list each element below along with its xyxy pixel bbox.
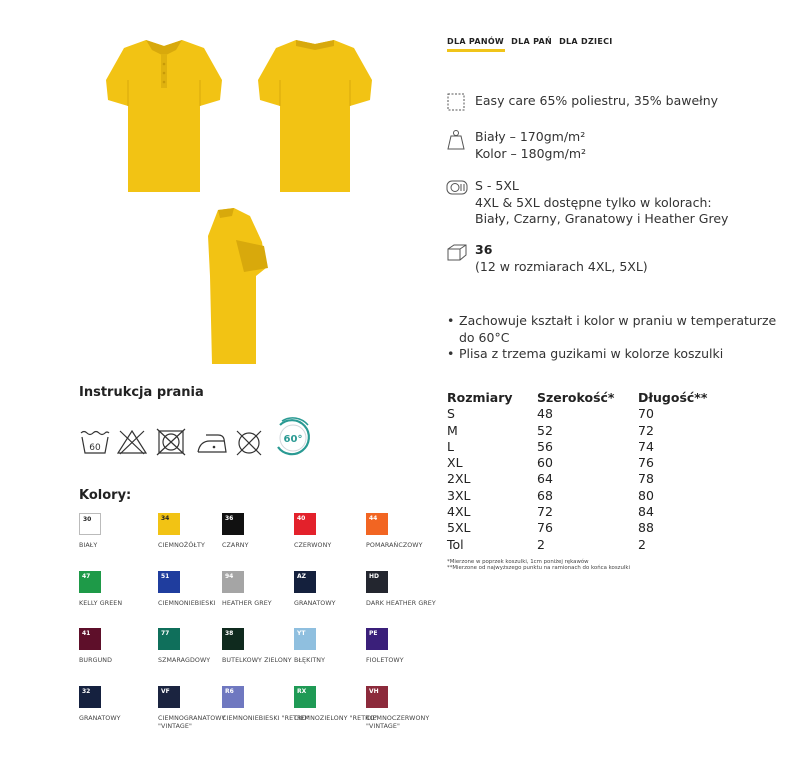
color-swatch[interactable] [222, 513, 244, 535]
color-code: 30 [83, 516, 92, 523]
tab-women[interactable]: DLA PAŃ [511, 37, 552, 46]
size-cell: 4XL [447, 504, 471, 520]
feature-bullets [447, 313, 777, 363]
shirt-side-image [204, 206, 270, 366]
color-code: 51 [161, 573, 170, 580]
active-tab-underline [447, 49, 505, 52]
color-swatch[interactable] [366, 628, 388, 650]
footnote-length: **Mierzone od najwyższego punktu na ramionach do końca koszulki [447, 565, 631, 571]
color-name: CIEMNOŻÓŁTY [158, 542, 205, 549]
color-swatch[interactable] [366, 686, 388, 708]
color-name: BŁĘKITNY [294, 657, 326, 664]
color-code: 94 [225, 573, 234, 580]
color-name: DARK HEATHER GREY [366, 600, 436, 607]
color-name: KELLY GREEN [79, 600, 123, 607]
header-length: Długość** [638, 390, 708, 405]
no-bleach-icon [116, 429, 148, 455]
width-cell: 52 [537, 422, 553, 438]
color-name: CIEMNOCZERWONY "VINTAGE" [366, 715, 430, 731]
color-swatch-item[interactable] [366, 686, 456, 731]
width-cell: 64 [537, 471, 553, 487]
box-icon [446, 242, 468, 262]
color-name: BURGUND [79, 657, 113, 664]
shirt-front-image [106, 36, 222, 196]
colors-title: Kolory: [79, 488, 132, 503]
color-name: BIAŁY [79, 542, 98, 549]
color-name: GRANATOWY [79, 715, 121, 722]
size-cell: 3XL [447, 487, 471, 503]
color-name: POMARAŃCZOWY [366, 542, 423, 549]
feature-sizes-line-3: Biały, Czarny, Granatowy i Heather Grey [475, 211, 729, 226]
measuring-tape-icon [446, 178, 468, 198]
color-swatch[interactable] [294, 628, 316, 650]
length-cell: 76 [638, 455, 654, 471]
width-cell: 76 [537, 520, 553, 536]
length-cell: 80 [638, 487, 654, 503]
size-cell: XL [447, 455, 463, 471]
width-cell: 48 [537, 406, 553, 422]
color-swatch[interactable] [79, 571, 101, 593]
color-code: 34 [161, 515, 170, 522]
length-cell: 70 [638, 406, 654, 422]
length-cell: 84 [638, 504, 654, 520]
length-cell: 74 [638, 438, 654, 454]
feature-pack-quantity: 36 [475, 242, 493, 257]
color-name: GRANATOWY [294, 600, 336, 607]
header-sizes: Rozmiary [447, 390, 513, 405]
size-cell: S [447, 406, 455, 422]
wash-instructions-title: Instrukcja prania [79, 385, 204, 400]
color-code: 36 [225, 515, 234, 522]
footnote-width: *Mierzone w poprzek koszulki, 1cm poniżej rękawów [447, 559, 589, 565]
color-code: VF [161, 688, 170, 695]
fabric-icon [446, 92, 466, 112]
wash-60-icon [80, 429, 110, 455]
feature-sizes-line-1: S - 5XL [475, 178, 519, 193]
length-cell: 72 [638, 422, 654, 438]
color-name: CZERWONY [294, 542, 332, 549]
color-name: FIOLETOWY [366, 657, 404, 664]
shirt-back-image [258, 36, 372, 196]
color-code: AZ [297, 573, 306, 580]
color-swatch[interactable] [79, 513, 101, 535]
feature-weight-line-1: Biały – 170gm/m² [475, 129, 586, 144]
width-cell: 56 [537, 438, 553, 454]
size-cell: 2XL [447, 471, 471, 487]
feature-weight [446, 129, 586, 162]
color-swatch[interactable] [222, 628, 244, 650]
weight-icon [446, 129, 466, 151]
bullet-item: • Plisa z trzema guzikami w kolorze koszulki [447, 346, 777, 363]
color-swatch[interactable] [294, 513, 316, 535]
color-code: YT [297, 630, 306, 637]
color-name: SZMARAGDOWY [158, 657, 211, 664]
header-width: Szerokość* [537, 390, 615, 405]
width-cell: 2 [537, 536, 545, 552]
color-code: 77 [161, 630, 170, 637]
color-code: 32 [82, 688, 91, 695]
color-swatch[interactable] [158, 686, 180, 708]
audience-tabs [447, 37, 617, 46]
badge-temp-label: 60° [283, 434, 303, 445]
color-name: CIEMNONIEBIESKI "RETRO" [222, 715, 310, 722]
feature-sizes-line-2: 4XL & 5XL dostępne tylko w kolorach: [475, 194, 712, 210]
color-code: PE [369, 630, 378, 637]
color-name: CZARNY [222, 542, 249, 549]
bullet-item: • Zachowuje kształt i kolor w praniu w temperaturze do 60°C [447, 313, 777, 346]
width-cell: 72 [537, 504, 553, 520]
feature-fabric-line: Easy care 65% poliestru, 35% bawełny [475, 93, 719, 108]
length-cell: 88 [638, 520, 654, 536]
color-swatch[interactable] [79, 686, 101, 708]
feature-pack [446, 242, 648, 275]
size-cell: Tol [447, 536, 464, 552]
size-cell: 5XL [447, 520, 471, 536]
color-code: HD [369, 573, 380, 580]
no-dry-clean-icon [234, 429, 264, 457]
color-name: BUTELKOWY ZIELONY [222, 657, 292, 664]
length-cell: 2 [638, 536, 646, 552]
color-swatch[interactable] [158, 513, 180, 535]
wash-icons-row [76, 415, 326, 461]
color-swatch-item[interactable] [366, 513, 456, 550]
feature-weight-line-2: Kolor – 180gm/m² [475, 145, 587, 161]
size-cell: L [447, 438, 454, 454]
tab-men[interactable]: DLA PANÓW [447, 37, 505, 46]
color-swatch[interactable] [366, 571, 388, 593]
color-code: 47 [82, 573, 91, 580]
color-swatch[interactable] [294, 571, 316, 593]
length-cell: 78 [638, 471, 654, 487]
color-name: CIEMNONIEBIESKI [158, 600, 216, 607]
color-code: 44 [369, 515, 378, 522]
color-name: CIEMNOGRANATOWY "VINTAGE" [158, 715, 226, 731]
color-name: HEATHER GREY [222, 600, 272, 607]
tab-kids[interactable]: DLA DZIECI [559, 37, 613, 46]
color-code: R6 [225, 688, 234, 695]
color-swatch-item[interactable] [79, 513, 169, 550]
wash-60-badge-icon [272, 417, 314, 457]
color-name: CIEMNOZIELONY "RETRO" [294, 715, 378, 722]
color-code: VH [369, 688, 379, 695]
color-swatch[interactable] [158, 628, 180, 650]
no-tumble-dry-icon [156, 428, 186, 456]
color-swatch[interactable] [294, 686, 316, 708]
feature-pack-line: (12 w rozmiarach 4XL, 5XL) [475, 258, 648, 274]
color-swatch-item[interactable] [79, 686, 169, 723]
color-code: RX [297, 688, 307, 695]
color-swatch-item[interactable] [366, 628, 456, 665]
color-swatch[interactable] [158, 571, 180, 593]
color-swatch-item[interactable] [366, 571, 456, 608]
wash-temp-label: 60 [89, 443, 101, 453]
color-code: 41 [82, 630, 91, 637]
feature-fabric [446, 93, 718, 110]
color-code: 40 [297, 515, 306, 522]
color-swatch[interactable] [222, 686, 244, 708]
width-cell: 60 [537, 455, 553, 471]
color-swatch-item[interactable] [79, 571, 169, 608]
color-swatch[interactable] [366, 513, 388, 535]
width-cell: 68 [537, 487, 553, 503]
size-cell: M [447, 422, 458, 438]
color-swatch[interactable] [222, 571, 244, 593]
color-swatch[interactable] [79, 628, 101, 650]
feature-sizes [446, 178, 728, 228]
color-code: 38 [225, 630, 234, 637]
iron-low-icon [196, 431, 230, 455]
color-swatch-item[interactable] [79, 628, 169, 665]
